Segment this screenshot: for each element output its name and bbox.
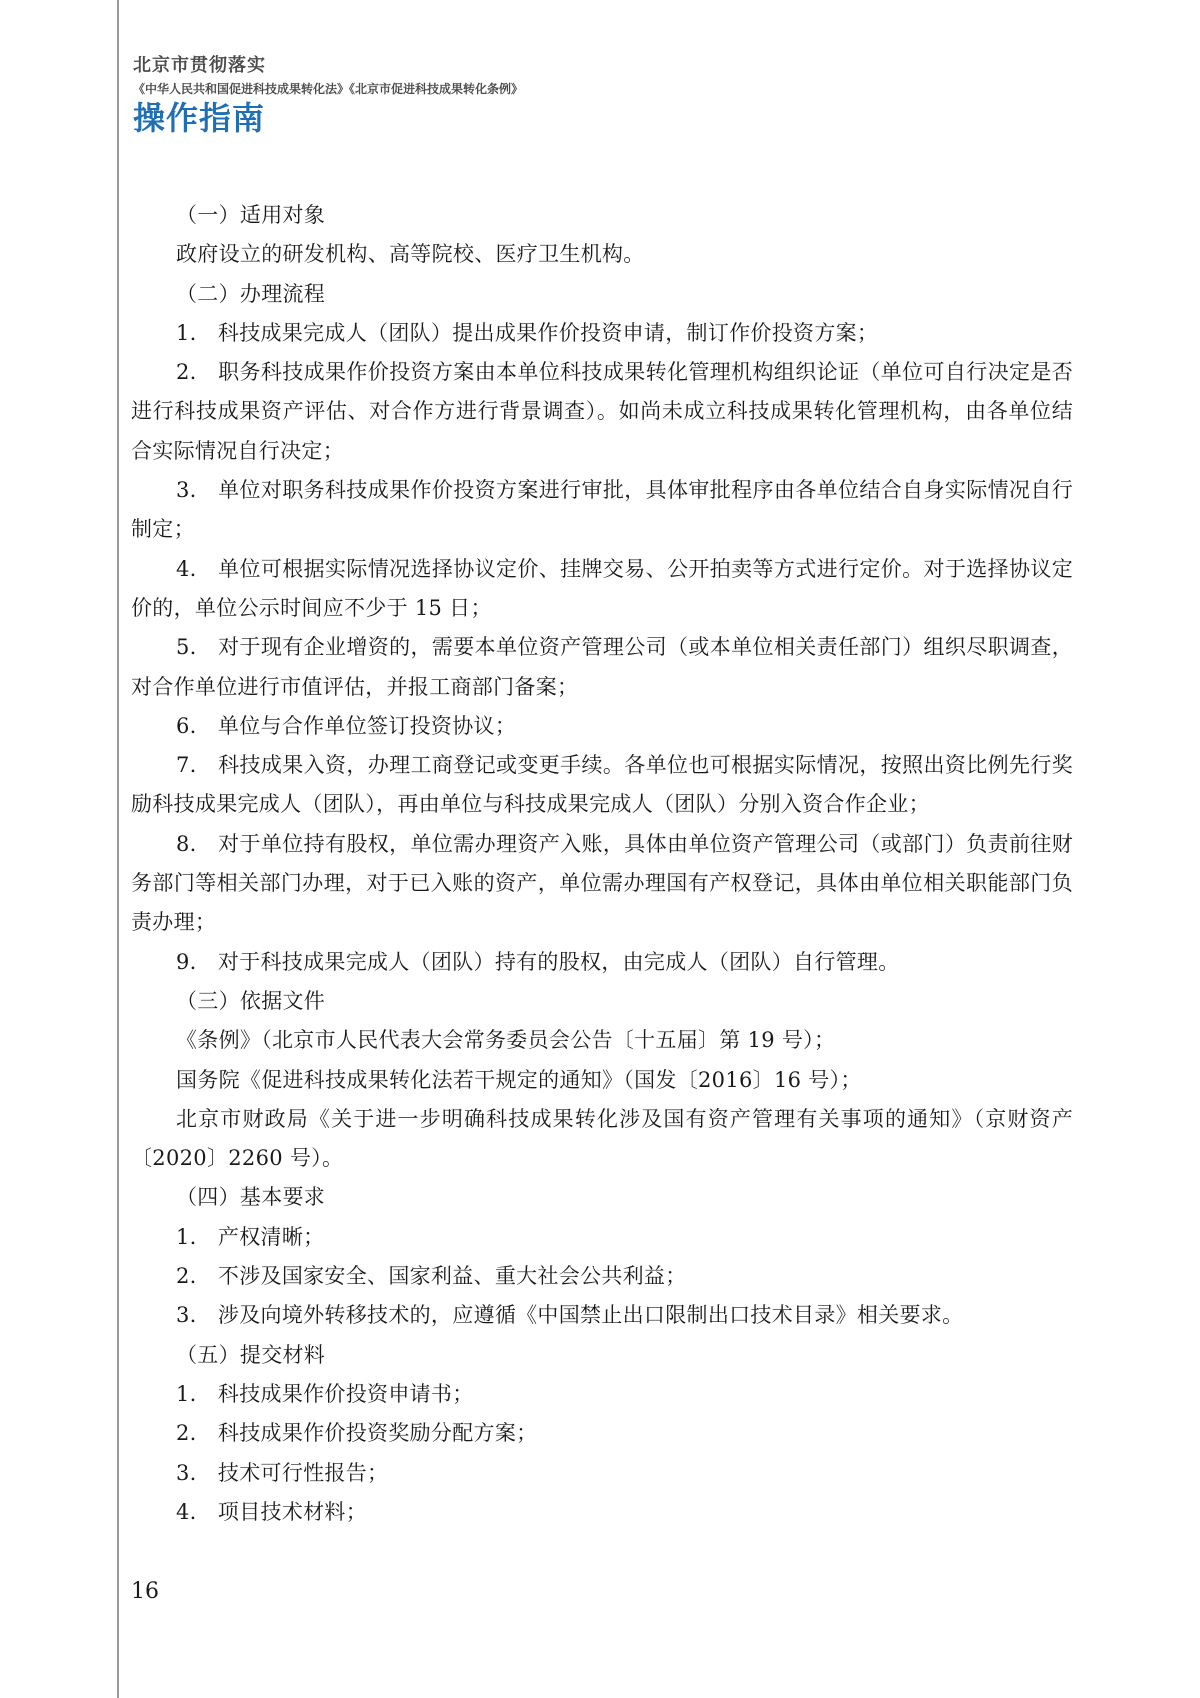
- list-item: 1. 科技成果作价投资申请书；: [176, 1381, 474, 1406]
- list-item: 2. 科技成果作价投资奖励分配方案；: [176, 1421, 538, 1446]
- page-header: [133, 54, 833, 138]
- reference-item: 北京市财政局《关于进一步明确科技成果转化涉及国有资产管理有关事项的通知》（京财资产〔2020〕2260 号）。: [131, 1106, 1073, 1171]
- header-subtitle: 北京市贯彻落实: [133, 55, 266, 76]
- page-number: 16: [131, 1579, 159, 1604]
- list-item: 3. 涉及向境外转移技术的，应遵循《中国禁止出口限制出口技术目录》相关要求。: [176, 1303, 964, 1328]
- list-item: 3. 单位对职务科技成果作价投资方案进行审批，具体审批程序由各单位结合自身实际情况自行制定；: [131, 478, 1073, 542]
- section-heading: （四）基本要求: [176, 1185, 326, 1210]
- left-margin-rule: [117, 0, 119, 1698]
- list-item: 3. 技术可行性报告；: [176, 1460, 389, 1485]
- list-item: 9. 对于科技成果完成人（团队）持有的股权，由完成人（团队）自行管理。: [176, 949, 900, 974]
- section-heading: （一）适用对象: [176, 203, 326, 227]
- paragraph: 政府设立的研发机构、高等院校、医疗卫生机构。: [176, 242, 645, 267]
- list-item: 8. 对于单位持有股权，单位需办理资产入账，具体由单位资产管理公司（或部门）负责前往财务部门等相关部门办理，对于已入账的资产，单位需办理国有产权登记，具体由单位相关职能部门负责办理；: [131, 831, 1073, 935]
- section-heading: （三）依据文件: [176, 988, 326, 1013]
- reference-item: 国务院《促进科技成果转化法若干规定的通知》（国发〔2016〕16 号）；: [176, 1067, 862, 1092]
- header-title: 操作指南: [133, 99, 266, 137]
- document-body: [131, 196, 1073, 1532]
- list-item: 7. 科技成果入资，办理工商登记或变更手续。各单位也可根据实际情况，按照出资比例先行奖励科技成果完成人（团队），再由单位与科技成果完成人（团队）分别入资合作企业；: [131, 753, 1073, 817]
- section-heading: （二）办理流程: [176, 281, 326, 306]
- list-item: 1. 产权清晰；: [176, 1224, 325, 1249]
- list-item: 2. 职务科技成果作价投资方案由本单位科技成果转化管理机构组织论证（单位可自行决定是否进行科技成果资产评估、对合作方进行背景调查）。如尚未成立科技成果转化管理机构，由各单位结合实际情况自行决定；: [131, 360, 1073, 463]
- reference-item: 《条例》（北京市人民代表大会常务委员会公告〔十五届〕第 19 号）；: [176, 1028, 836, 1053]
- list-item: 5. 对于现有企业增资的，需要本单位资产管理公司（或本单位相关责任部门）组织尽职调查，对合作单位进行市值评估，并报工商部门备案；: [131, 635, 1073, 699]
- header-law-titles: 《中华人民共和国促进科技成果转化法》《北京市促进科技成果转化条例》: [133, 82, 524, 96]
- section-heading: （五）提交材料: [176, 1342, 326, 1367]
- list-item: 4. 单位可根据实际情况选择协议定价、挂牌交易、公开拍卖等方式进行定价。对于选择协议定价的，单位公示时间应不少于 15 日；: [131, 556, 1073, 620]
- list-item: 1. 科技成果完成人（团队）提出成果作价投资申请，制订作价投资方案；: [176, 320, 879, 345]
- list-item: 2. 不涉及国家安全、国家利益、重大社会公共利益；: [176, 1264, 687, 1289]
- list-item: 4. 项目技术材料；: [176, 1499, 368, 1524]
- list-item: 6. 单位与合作单位签订投资协议；: [176, 713, 517, 738]
